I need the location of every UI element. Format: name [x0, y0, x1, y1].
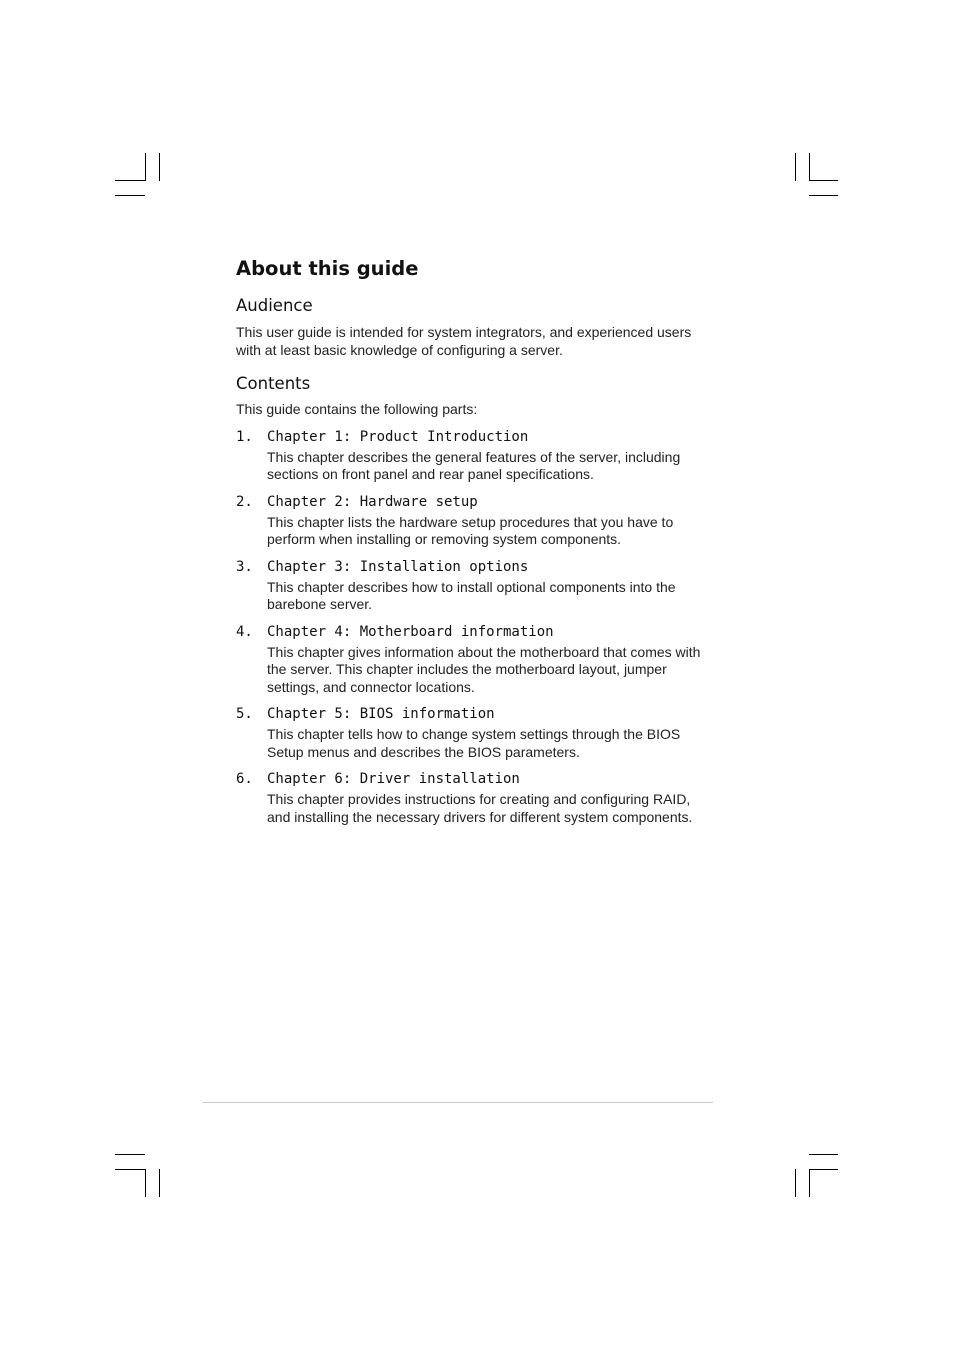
chapter-title: Chapter 2: Hardware setup	[267, 493, 478, 510]
chapter-list	[236, 427, 716, 827]
chapter-title: Chapter 3: Installation options	[267, 558, 529, 575]
chapter-item-2	[236, 492, 716, 549]
chapter-number: 3.	[236, 558, 253, 575]
chapter-description: This chapter provides instructions for creating and configuring RAID, and installing the necessary drivers for different system components.	[267, 791, 693, 825]
chapter-description: This chapter lists the hardware setup procedures that you have to perform when installing or removing system components.	[267, 513, 674, 547]
chapter-number: 4.	[236, 623, 253, 640]
chapter-number: 6.	[236, 771, 253, 787]
chapter-description: This chapter describes how to install optional components into the barebone server.	[267, 578, 676, 612]
chapter-number: 5.	[236, 706, 253, 722]
contents-intro: This guide contains the following parts:	[236, 401, 478, 417]
chapter-title: Chapter 5: BIOS information	[267, 706, 495, 722]
chapter-number: 2.	[236, 493, 253, 510]
contents-heading: Contents	[236, 374, 311, 393]
footer-divider	[203, 1102, 713, 1103]
audience-text: This user guide is intended for system integrators, and experienced users with at least basic knowledge of configuring a server.	[236, 324, 692, 358]
chapter-description: This chapter gives information about the motherboard that comes with the server. This chapter includes the motherboard layout, jumper settings, and connector locations.	[267, 643, 701, 695]
chapter-item-3	[236, 557, 716, 614]
chapter-title: Chapter 4: Motherboard information	[267, 623, 554, 640]
chapter-item-1	[236, 427, 716, 484]
chapter-item-4	[236, 622, 716, 697]
chapter-title: Chapter 6: Driver installation	[267, 771, 520, 787]
chapter-item-5	[236, 704, 716, 761]
chapter-title: Chapter 1: Product Introduction	[267, 428, 529, 445]
chapter-number: 1.	[236, 428, 253, 445]
chapter-item-6	[236, 769, 716, 826]
page-content	[236, 256, 716, 834]
chapter-description: This chapter describes the general features of the server, including sections on front panel and rear panel specifications.	[267, 448, 681, 482]
page-title: About this guide	[236, 257, 419, 280]
audience-heading: Audience	[236, 296, 313, 315]
chapter-description: This chapter tells how to change system settings through the BIOS Setup menus and describes the BIOS parameters.	[267, 726, 681, 760]
